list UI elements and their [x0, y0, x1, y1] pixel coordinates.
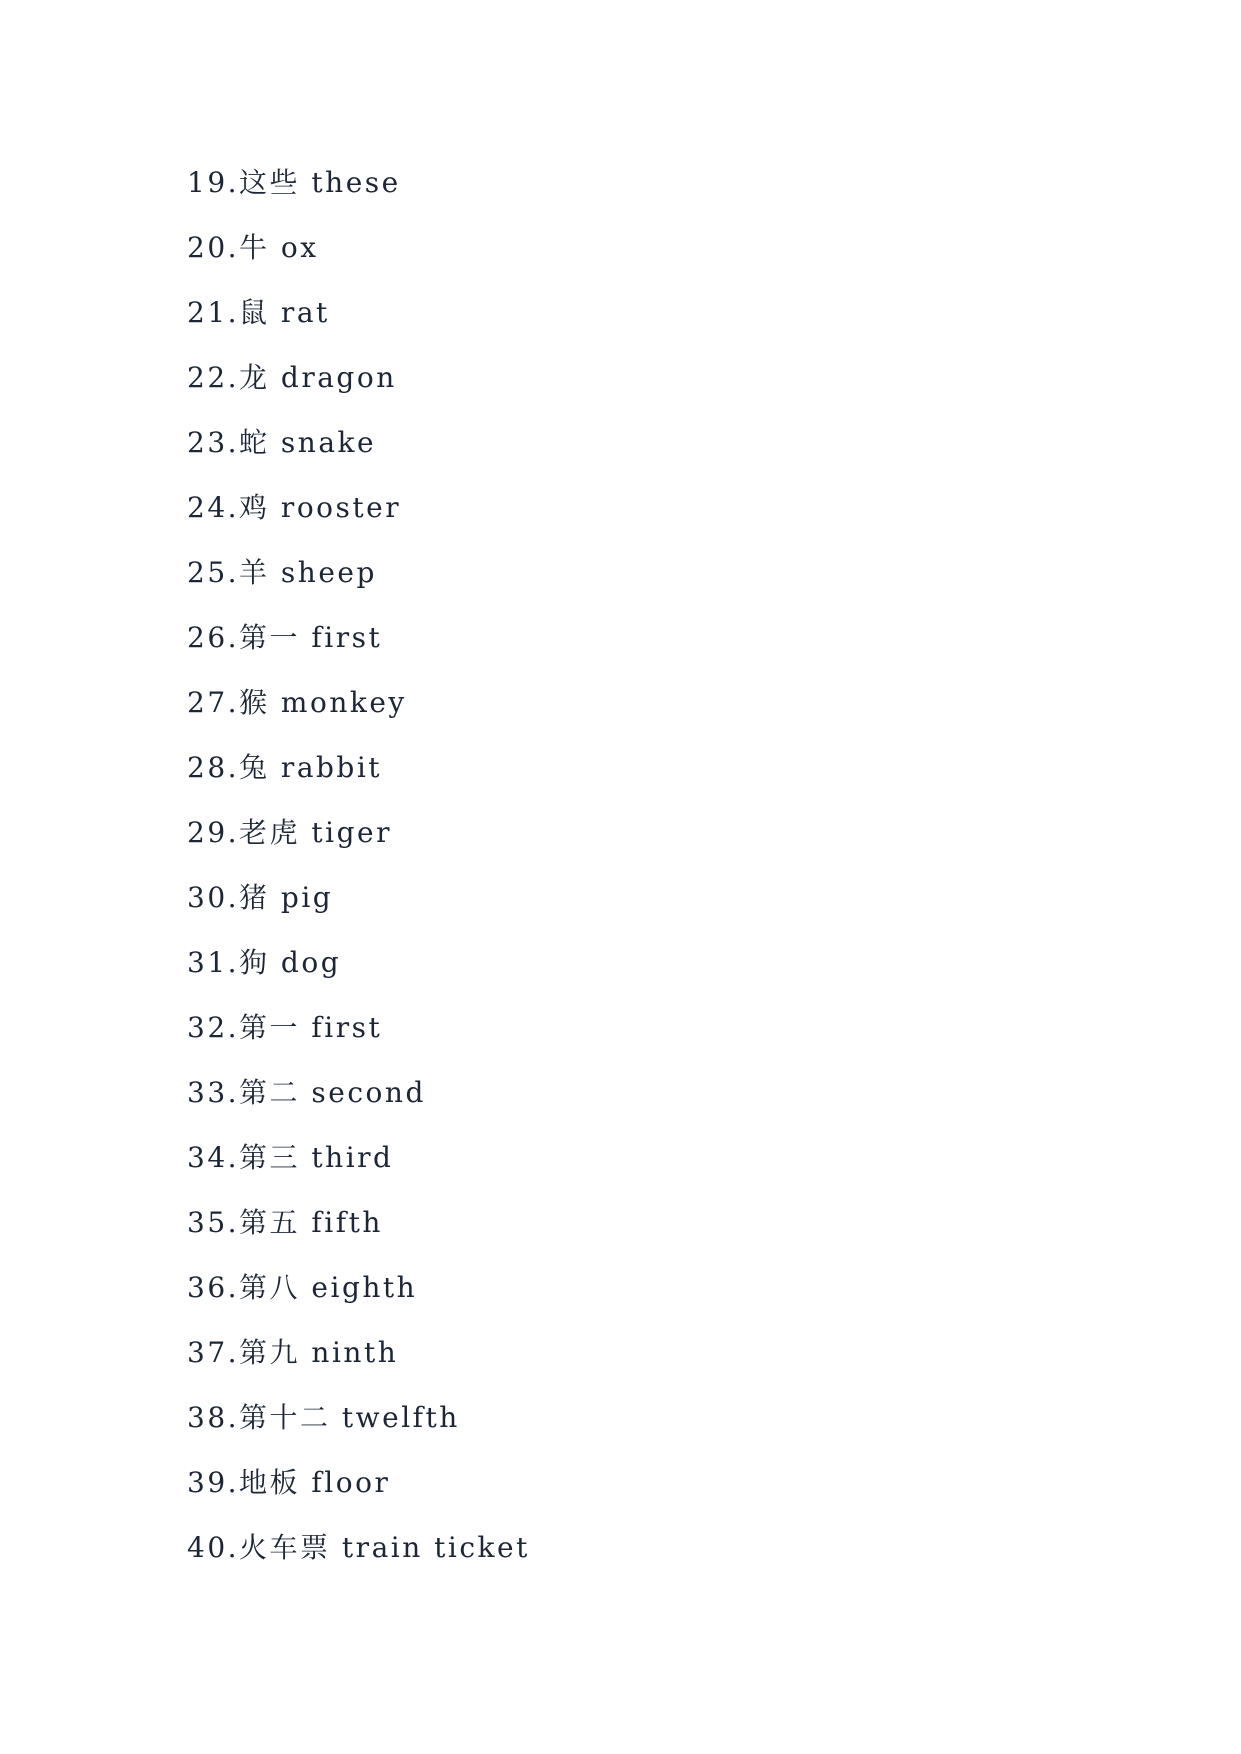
vocab-item-24: 24.鸡 rooster	[187, 491, 402, 524]
vocab-item-25: 25.羊 sheep	[187, 556, 377, 589]
vocab-item-34: 34.第三 third	[187, 1141, 394, 1174]
vocab-item-28: 28.兔 rabbit	[187, 751, 383, 784]
vocab-item-32: 32.第一 first	[187, 1011, 383, 1044]
vocab-item-23: 23.蛇 snake	[187, 426, 377, 459]
vocabulary-list	[187, 160, 530, 1590]
vocab-item-30: 30.猪 pig	[187, 881, 334, 914]
vocab-item-27: 27.猴 monkey	[187, 686, 407, 719]
vocab-item-20: 20.牛 ox	[187, 231, 319, 264]
vocab-item-39: 39.地板 floor	[187, 1466, 391, 1499]
vocab-item-35: 35.第五 fifth	[187, 1206, 383, 1239]
vocab-item-26: 26.第一 first	[187, 621, 383, 654]
vocab-item-36: 36.第八 eighth	[187, 1271, 418, 1304]
vocab-item-22: 22.龙 dragon	[187, 361, 397, 394]
vocab-item-38: 38.第十二 twelfth	[187, 1401, 460, 1434]
vocab-item-19: 19.这些 these	[187, 166, 401, 199]
vocab-item-33: 33.第二 second	[187, 1076, 426, 1109]
vocab-item-29: 29.老虎 tiger	[187, 816, 393, 849]
vocab-item-40: 40.火车票 train ticket	[187, 1531, 530, 1564]
vocab-item-21: 21.鼠 rat	[187, 296, 330, 329]
vocab-item-37: 37.第九 ninth	[187, 1336, 399, 1369]
vocab-item-31: 31.狗 dog	[187, 946, 342, 979]
